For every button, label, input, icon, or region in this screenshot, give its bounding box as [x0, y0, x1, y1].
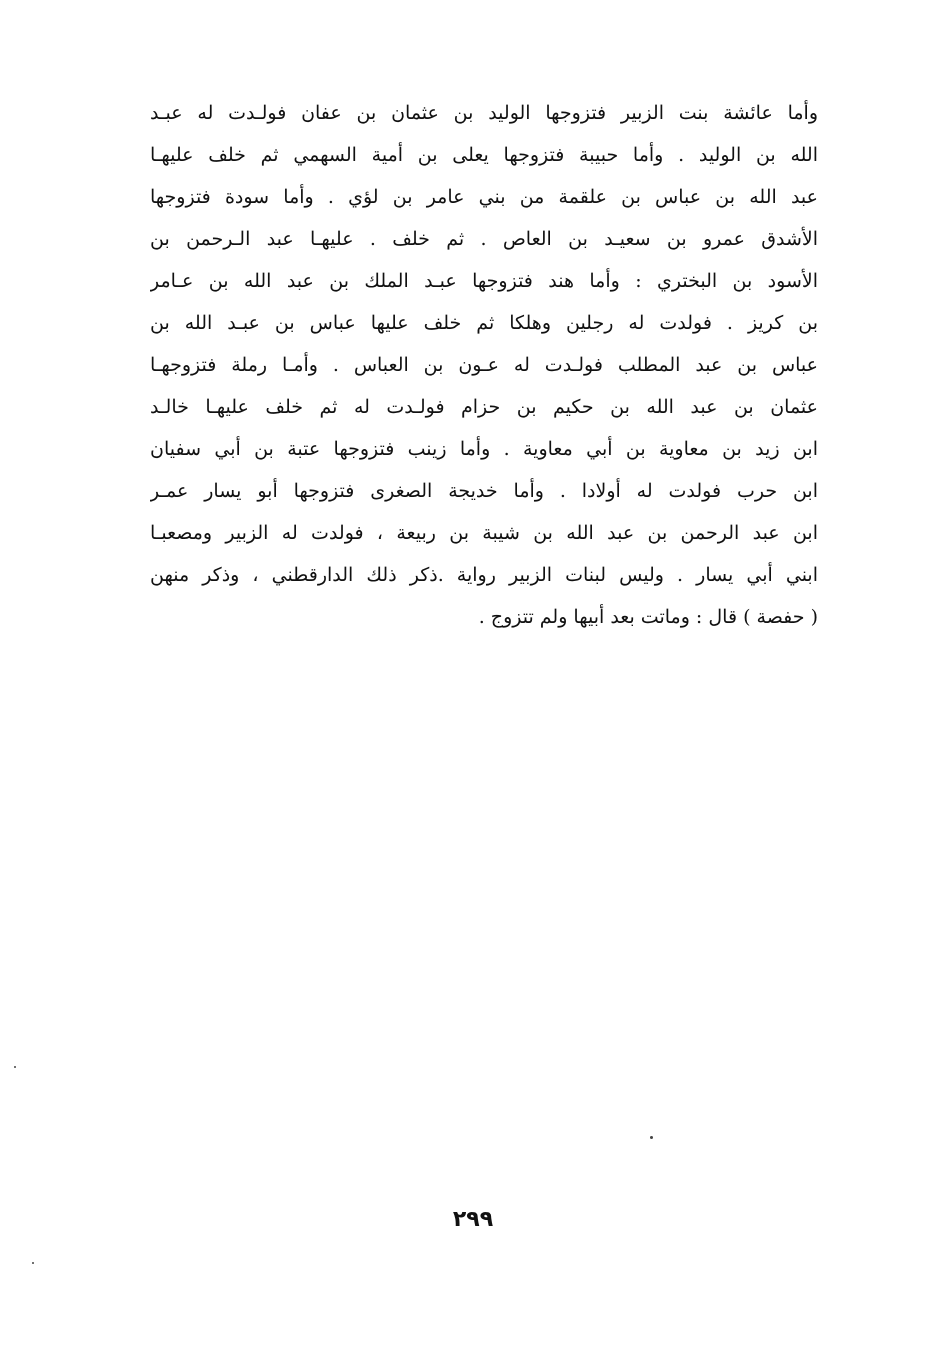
text-line: عباس بن عبد المطلب فولـدت له عـون بن العباس . وأمـا رملة فتزوجهـا [150, 354, 818, 376]
text-line: الأسود بن البختري : وأما هند فتزوجها عبـد الملك بن عبد الله بن عـامر [150, 270, 818, 292]
text-line: عثمان بن عبد الله بن حكيم بن حزام فولـدت له ثم خلف عليهـا خالـد [150, 396, 818, 418]
text-line: بن كريز . فولدت له رجلين وهلكا ثم خلف عليها عباس بن عبـد الله بن [150, 312, 818, 334]
text-line: الأشدق عمرو بن سعيـد بن العاص . ثم خلف . عليهـا عبد الـرحمن بن [150, 228, 818, 250]
page-number: ٢٩٩ [452, 1207, 494, 1232]
scan-speck [14, 1066, 16, 1068]
text-line: الله بن الوليد . وأما حبيبة فتزوجها يعلى بن أمية السهمي ثم خلف عليهـا [150, 144, 818, 166]
body-text [150, 92, 818, 638]
text-line: وأما عائشة بنت الزبير فتزوجها الوليد بن عثمان بن عفان فولـدت له عبـد [150, 102, 818, 124]
text-line: ( حفصة ) قال : وماتت بعد أبيها ولم تتزوج . [478, 606, 818, 628]
scan-speck [650, 1136, 653, 1139]
text-line: عبد الله بن عباس بن علقمة من بني عامر بن لؤي . وأما سودة فتزوجها [150, 186, 818, 208]
text-line: ابن حرب فولدت له أولادا . وأما خديجة الصغرى فتزوجها أبو يسار عمـر [150, 480, 818, 502]
scan-speck [32, 1262, 34, 1264]
text-line: ابن زيد بن معاوية بن أبي معاوية . وأما زينب فتزوجها عتبة بن أبي سفيان [150, 438, 818, 460]
text-line: ابني أبي يسار . وليس لبنات الزبير رواية .ذكر ذلك الدارقطني ، وذكر منهن [150, 564, 818, 586]
text-line: ابن عبد الرحمن بن عبد الله بن شيبة بن ربيعة ، فولدت له الزبير ومصعبـا [150, 522, 818, 544]
